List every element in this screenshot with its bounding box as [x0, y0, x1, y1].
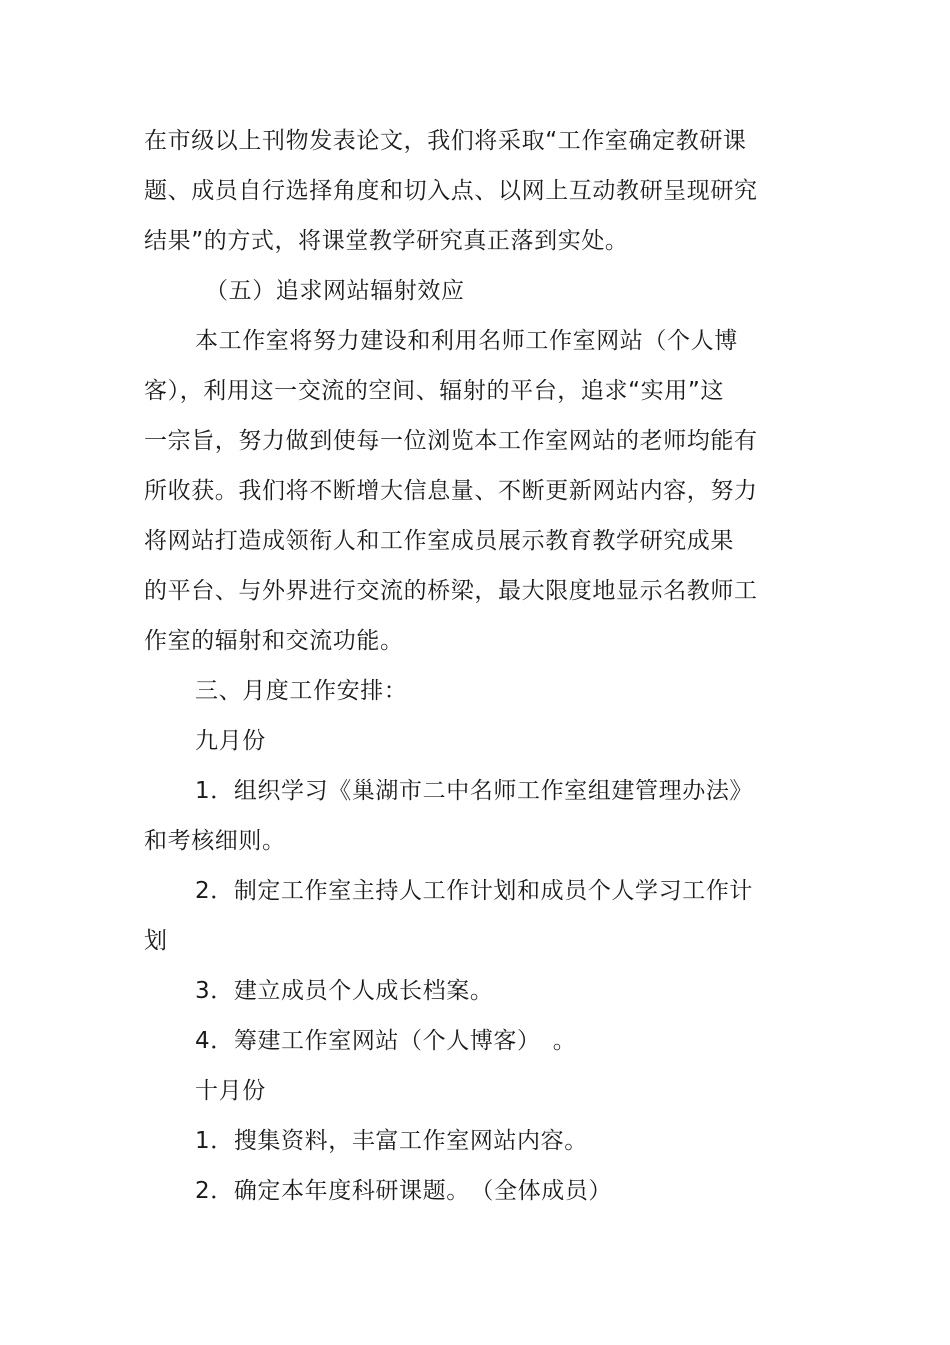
- paragraph-line: 在市级以上刊物发表论文，我们将采取“工作室确定教研课: [144, 128, 747, 154]
- list-item-continuation: 划: [144, 928, 168, 954]
- paragraph-line: 的平台、与外界进行交流的桥梁，最大限度地显示名教师工: [144, 578, 758, 604]
- paragraph-line: 作室的辐射和交流功能。: [144, 628, 404, 654]
- paragraph-line: 本工作室将努力建设和利用名师工作室网站（个人博: [195, 328, 738, 354]
- paragraph-line: 客），利用这一交流的空间、辐射的平台，追求“实用”这: [144, 378, 724, 404]
- paragraph-line: 所收获。我们将不断增大信息量、不断更新网站内容，努力: [144, 478, 758, 504]
- section-heading: （五）追求网站辐射效应: [205, 278, 465, 304]
- list-item: 1．搜集资料，丰富工作室网站内容。: [195, 1128, 588, 1154]
- list-item-continuation: 和考核细则。: [144, 828, 286, 854]
- list-item: 2．制定工作室主持人工作计划和成员个人学习工作计: [195, 878, 754, 904]
- list-item: 1．组织学习《巢湖市二中名师工作室组建管理办法》: [195, 778, 754, 804]
- section-heading: 三、月度工作安排：: [195, 678, 408, 704]
- paragraph-line: 一宗旨，努力做到使每一位浏览本工作室网站的老师均能有: [144, 428, 758, 454]
- list-item: 3．建立成员个人成长档案。: [195, 978, 494, 1004]
- paragraph-line: 题、成员自行选择角度和切入点、以网上互动教研呈现研究: [144, 178, 758, 204]
- paragraph-line: 将网站打造成领衔人和工作室成员展示教育教学研究成果: [144, 528, 734, 554]
- list-item: 4．筹建工作室网站（个人博客） 。: [195, 1028, 577, 1054]
- list-item: 2．确定本年度科研课题。 （全体成员）: [195, 1178, 613, 1204]
- paragraph-line: 结果”的方式，将课堂教学研究真正落到实处。: [144, 228, 629, 254]
- month-heading: 九月份: [195, 728, 266, 754]
- month-heading: 十月份: [195, 1078, 266, 1104]
